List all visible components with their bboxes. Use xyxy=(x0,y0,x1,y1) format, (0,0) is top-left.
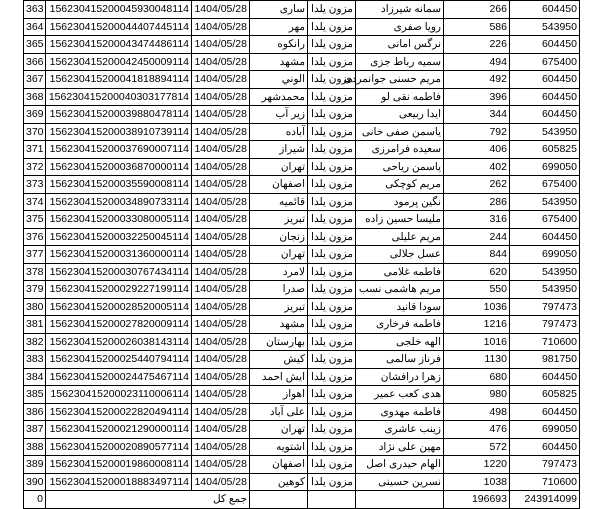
table-row xyxy=(24,403,580,421)
qty-cell: 1220 xyxy=(444,456,510,474)
total-empty-cell xyxy=(308,491,356,509)
order-date: 1404/05/28 xyxy=(192,106,250,124)
order-date: 1404/05/28 xyxy=(192,368,250,386)
city-cell: مشهد xyxy=(250,316,308,334)
amount-cell: 699050 xyxy=(510,246,580,264)
amount-cell: 699050 xyxy=(510,158,580,176)
city-cell: شیراز xyxy=(250,141,308,159)
row-index: 386 xyxy=(24,403,46,421)
city-cell: تهران xyxy=(250,421,308,439)
customer-name: ایدا ربیعی xyxy=(356,106,444,124)
shop-cell: مزون یلدا xyxy=(308,176,356,194)
amount-cell: 604450 xyxy=(510,88,580,106)
qty-cell: 980 xyxy=(444,386,510,404)
shop-cell: مزون یلدا xyxy=(308,228,356,246)
total-qty: 196693 xyxy=(444,491,510,509)
amount-cell: 604450 xyxy=(510,228,580,246)
city-cell: مهر xyxy=(250,18,308,36)
shop-cell: مزون یلدا xyxy=(308,298,356,316)
row-index: 368 xyxy=(24,88,46,106)
city-cell: لامرد xyxy=(250,263,308,281)
city-cell: اهواز xyxy=(250,386,308,404)
amount-cell: 604450 xyxy=(510,438,580,456)
row-index: 389 xyxy=(24,456,46,474)
qty-cell: 396 xyxy=(444,88,510,106)
order-date: 1404/05/28 xyxy=(192,298,250,316)
total-label: جمع کل xyxy=(46,491,250,509)
table-row xyxy=(24,71,580,89)
row-index: 363 xyxy=(24,1,46,19)
tracking-code: 156230415200033080005114 xyxy=(46,211,192,229)
amount-cell: 543950 xyxy=(510,263,580,281)
tracking-code: 156230415200044407445114 xyxy=(46,18,192,36)
qty-cell: 476 xyxy=(444,421,510,439)
shop-cell: مزون یلدا xyxy=(308,53,356,71)
city-cell: تهران xyxy=(250,246,308,264)
qty-cell: 402 xyxy=(444,158,510,176)
customer-name: سودا قانید xyxy=(356,298,444,316)
order-date: 1404/05/28 xyxy=(192,18,250,36)
row-index: 378 xyxy=(24,263,46,281)
table-row xyxy=(24,1,580,19)
customer-name: مریم عليلى xyxy=(356,228,444,246)
order-date: 1404/05/28 xyxy=(192,473,250,491)
amount-cell: 675400 xyxy=(510,53,580,71)
customer-name: مریم کوچکی xyxy=(356,176,444,194)
table-row xyxy=(24,193,580,211)
tracking-code: 156230415200041818894114 xyxy=(46,71,192,89)
customer-name: مهین علی نژاد xyxy=(356,438,444,456)
city-cell: زنجان xyxy=(250,228,308,246)
shop-cell: مزون یلدا xyxy=(308,438,356,456)
shop-cell: مزون یلدا xyxy=(308,211,356,229)
amount-cell: 797473 xyxy=(510,316,580,334)
customer-name: رویا صفری xyxy=(356,18,444,36)
city-cell: ساری xyxy=(250,1,308,19)
amount-cell: 543950 xyxy=(510,123,580,141)
table-row xyxy=(24,158,580,176)
qty-cell: 492 xyxy=(444,71,510,89)
row-index: 376 xyxy=(24,228,46,246)
customer-name: فاطمه نقی لو xyxy=(356,88,444,106)
shop-cell: مزون یلدا xyxy=(308,106,356,124)
table-row xyxy=(24,368,580,386)
row-index: 384 xyxy=(24,368,46,386)
customer-name: عسل جلالی xyxy=(356,246,444,264)
order-date: 1404/05/28 xyxy=(192,193,250,211)
row-index: 381 xyxy=(24,316,46,334)
city-cell: تبریز xyxy=(250,298,308,316)
shop-cell: مزون یلدا xyxy=(308,71,356,89)
shop-cell: مزون یلدا xyxy=(308,368,356,386)
qty-cell: 680 xyxy=(444,368,510,386)
total-amount: 243914099 xyxy=(510,491,580,509)
customer-name: سعیده فرامرزی xyxy=(356,141,444,159)
tracking-code: 156230415200019860008114 xyxy=(46,456,192,474)
customer-name: مریم هاشمی نسب xyxy=(356,281,444,299)
row-index: 383 xyxy=(24,351,46,369)
amount-cell: 604450 xyxy=(510,368,580,386)
tracking-code: 156230415200036870000114 xyxy=(46,158,192,176)
customer-name: هدی کعب عمیر xyxy=(356,386,444,404)
customer-name: نرگس امانی xyxy=(356,36,444,54)
row-index: 374 xyxy=(24,193,46,211)
order-date: 1404/05/28 xyxy=(192,141,250,159)
row-index: 375 xyxy=(24,211,46,229)
amount-cell: 675400 xyxy=(510,176,580,194)
qty-cell: 316 xyxy=(444,211,510,229)
table-row xyxy=(24,473,580,491)
city-cell: کوهین xyxy=(250,473,308,491)
customer-name: نسرین حسینی xyxy=(356,473,444,491)
table-row xyxy=(24,246,580,264)
qty-cell: 792 xyxy=(444,123,510,141)
customer-name: زهرا درافشان xyxy=(356,368,444,386)
table-row xyxy=(24,88,580,106)
tracking-code: 156230415200040303177814 xyxy=(46,88,192,106)
total-empty-cell xyxy=(250,491,308,509)
customer-name: الهام حیدری اصل xyxy=(356,456,444,474)
amount-cell: 675400 xyxy=(510,211,580,229)
shop-cell: مزون یلدا xyxy=(308,316,356,334)
row-index: 385 xyxy=(24,386,46,404)
row-index: 370 xyxy=(24,123,46,141)
row-index: 369 xyxy=(24,106,46,124)
table-row xyxy=(24,351,580,369)
customer-name: مریم حسنی جوانمردی xyxy=(356,71,444,89)
city-cell: مشهد xyxy=(250,53,308,71)
order-date: 1404/05/28 xyxy=(192,158,250,176)
table-row xyxy=(24,456,580,474)
tracking-code: 156230415200025440794114 xyxy=(46,351,192,369)
customer-name: ملیسا حسین زاده xyxy=(356,211,444,229)
shop-cell: مزون یلدا xyxy=(308,473,356,491)
row-index: 387 xyxy=(24,421,46,439)
amount-cell: 797473 xyxy=(510,456,580,474)
customer-name: فاطمه مهدوی xyxy=(356,403,444,421)
city-cell: اشتویه xyxy=(250,438,308,456)
orders-table xyxy=(23,0,580,509)
tracking-code: 156230415200029227199114 xyxy=(46,281,192,299)
table-row xyxy=(24,421,580,439)
order-date: 1404/05/28 xyxy=(192,316,250,334)
city-cell: کیش xyxy=(250,351,308,369)
city-cell: رانکوه xyxy=(250,36,308,54)
order-date: 1404/05/28 xyxy=(192,351,250,369)
shop-cell: مزون یلدا xyxy=(308,281,356,299)
tracking-code: 156230415200028520005114 xyxy=(46,298,192,316)
tracking-code: 156230415200018883497114 xyxy=(46,473,192,491)
shop-cell: مزون یلدا xyxy=(308,36,356,54)
table-row xyxy=(24,298,580,316)
city-cell: الوني xyxy=(250,71,308,89)
customer-name: سمیه رباط جزی xyxy=(356,53,444,71)
amount-cell: 710600 xyxy=(510,473,580,491)
order-date: 1404/05/28 xyxy=(192,438,250,456)
order-date: 1404/05/28 xyxy=(192,176,250,194)
row-index: 365 xyxy=(24,36,46,54)
table-row xyxy=(24,123,580,141)
order-date: 1404/05/28 xyxy=(192,53,250,71)
order-date: 1404/05/28 xyxy=(192,421,250,439)
qty-cell: 244 xyxy=(444,228,510,246)
row-index: 371 xyxy=(24,141,46,159)
customer-name: زینب عاشری xyxy=(356,421,444,439)
shop-cell: مزون یلدا xyxy=(308,351,356,369)
city-cell: صدرا xyxy=(250,281,308,299)
qty-cell: 1130 xyxy=(444,351,510,369)
total-empty-cell xyxy=(356,491,444,509)
amount-cell: 699050 xyxy=(510,421,580,439)
table-row xyxy=(24,263,580,281)
order-date: 1404/05/28 xyxy=(192,228,250,246)
table-row xyxy=(24,281,580,299)
order-date: 1404/05/28 xyxy=(192,386,250,404)
qty-cell: 262 xyxy=(444,176,510,194)
table-row xyxy=(24,386,580,404)
row-index: 382 xyxy=(24,333,46,351)
shop-cell: مزون یلدا xyxy=(308,333,356,351)
qty-cell: 844 xyxy=(444,246,510,264)
customer-name: یاسمن ریاحی xyxy=(356,158,444,176)
city-cell: اصفهان xyxy=(250,176,308,194)
row-index: 388 xyxy=(24,438,46,456)
amount-cell: 543950 xyxy=(510,281,580,299)
city-cell: محمدشهر xyxy=(250,88,308,106)
qty-cell: 586 xyxy=(444,18,510,36)
row-index: 373 xyxy=(24,176,46,194)
table-row xyxy=(24,106,580,124)
qty-cell: 1016 xyxy=(444,333,510,351)
order-date: 1404/05/28 xyxy=(192,123,250,141)
city-cell: بهارستان xyxy=(250,333,308,351)
table-row xyxy=(24,228,580,246)
qty-cell: 498 xyxy=(444,403,510,421)
shop-cell: مزون یلدا xyxy=(308,88,356,106)
amount-cell: 605825 xyxy=(510,141,580,159)
row-index: 372 xyxy=(24,158,46,176)
table-row xyxy=(24,18,580,36)
tracking-code: 156230415200023110006114 xyxy=(46,386,192,404)
tracking-code: 156230415200039880478114 xyxy=(46,106,192,124)
city-cell: تهران xyxy=(250,158,308,176)
table-row xyxy=(24,438,580,456)
order-date: 1404/05/28 xyxy=(192,71,250,89)
row-index: 380 xyxy=(24,298,46,316)
tracking-code: 156230415200020890577114 xyxy=(46,438,192,456)
order-date: 1404/05/28 xyxy=(192,281,250,299)
customer-name: یاسمن صفی خانی xyxy=(356,123,444,141)
table-row xyxy=(24,176,580,194)
qty-cell: 572 xyxy=(444,438,510,456)
shop-cell: مزون یلدا xyxy=(308,141,356,159)
tracking-code: 156230415200022820494114 xyxy=(46,403,192,421)
amount-cell: 710600 xyxy=(510,333,580,351)
amount-cell: 604450 xyxy=(510,403,580,421)
tracking-code: 156230415200042450009114 xyxy=(46,53,192,71)
city-cell: اصفهان xyxy=(250,456,308,474)
table-row xyxy=(24,316,580,334)
row-index: 364 xyxy=(24,18,46,36)
qty-cell: 1216 xyxy=(444,316,510,334)
amount-cell: 604450 xyxy=(510,71,580,89)
tracking-code: 156230415200024475467114 xyxy=(46,368,192,386)
customer-name: فرناز سالمی xyxy=(356,351,444,369)
qty-cell: 286 xyxy=(444,193,510,211)
shop-cell: مزون یلدا xyxy=(308,246,356,264)
amount-cell: 543950 xyxy=(510,193,580,211)
order-date: 1404/05/28 xyxy=(192,333,250,351)
table-row xyxy=(24,333,580,351)
table-row xyxy=(24,141,580,159)
qty-cell: 226 xyxy=(444,36,510,54)
total-index: 0 xyxy=(24,491,46,509)
tracking-code: 156230415200034890733114 xyxy=(46,193,192,211)
shop-cell: مزون یلدا xyxy=(308,456,356,474)
tracking-code: 156230415200032250045114 xyxy=(46,228,192,246)
order-date: 1404/05/28 xyxy=(192,36,250,54)
total-row xyxy=(24,491,580,509)
shop-cell: مزون یلدا xyxy=(308,158,356,176)
tracking-code: 156230415200030767434114 xyxy=(46,263,192,281)
city-cell: آباده xyxy=(250,123,308,141)
customer-name: فاطمه غلامی xyxy=(356,263,444,281)
order-date: 1404/05/28 xyxy=(192,246,250,264)
amount-cell: 604450 xyxy=(510,1,580,19)
shop-cell: مزون یلدا xyxy=(308,18,356,36)
tracking-code: 156230415200021290000114 xyxy=(46,421,192,439)
row-index: 366 xyxy=(24,53,46,71)
shop-cell: مزون یلدا xyxy=(308,263,356,281)
customer-name: الهه خلجی xyxy=(356,333,444,351)
table-row xyxy=(24,36,580,54)
tracking-code: 156230415200038910739114 xyxy=(46,123,192,141)
qty-cell: 494 xyxy=(444,53,510,71)
order-date: 1404/05/28 xyxy=(192,88,250,106)
tracking-code: 156230415200035590008114 xyxy=(46,176,192,194)
customer-name: نگین پرمود xyxy=(356,193,444,211)
order-date: 1404/05/28 xyxy=(192,263,250,281)
amount-cell: 543950 xyxy=(510,18,580,36)
tracking-code: 156230415200031360000114 xyxy=(46,246,192,264)
shop-cell: مزون یلدا xyxy=(308,421,356,439)
shop-cell: مزون یلدا xyxy=(308,193,356,211)
qty-cell: 344 xyxy=(444,106,510,124)
amount-cell: 797473 xyxy=(510,298,580,316)
tracking-code: 156230415200026038143114 xyxy=(46,333,192,351)
city-cell: علی آباد xyxy=(250,403,308,421)
table-row xyxy=(24,53,580,71)
qty-cell: 620 xyxy=(444,263,510,281)
tracking-code: 156230415200045930048114 xyxy=(46,1,192,19)
qty-cell: 266 xyxy=(444,1,510,19)
table-row xyxy=(24,211,580,229)
order-date: 1404/05/28 xyxy=(192,403,250,421)
tracking-code: 156230415200027820009114 xyxy=(46,316,192,334)
amount-cell: 981750 xyxy=(510,351,580,369)
order-date: 1404/05/28 xyxy=(192,1,250,19)
row-index: 367 xyxy=(24,71,46,89)
tracking-code: 156230415200037690007114 xyxy=(46,141,192,159)
tracking-code: 156230415200043474486114 xyxy=(46,36,192,54)
row-index: 390 xyxy=(24,473,46,491)
qty-cell: 550 xyxy=(444,281,510,299)
customer-name: فاطمه فرخاری xyxy=(356,316,444,334)
city-cell: ایش احمد xyxy=(250,368,308,386)
order-date: 1404/05/28 xyxy=(192,456,250,474)
row-index: 379 xyxy=(24,281,46,299)
amount-cell: 604450 xyxy=(510,36,580,54)
customer-name: سمانه شیرزاد xyxy=(356,1,444,19)
qty-cell: 1038 xyxy=(444,473,510,491)
amount-cell: 604450 xyxy=(510,106,580,124)
qty-cell: 406 xyxy=(444,141,510,159)
shop-cell: مزون یلدا xyxy=(308,1,356,19)
amount-cell: 605825 xyxy=(510,386,580,404)
qty-cell: 1036 xyxy=(444,298,510,316)
order-date: 1404/05/28 xyxy=(192,211,250,229)
row-index: 377 xyxy=(24,246,46,264)
shop-cell: مزون یلدا xyxy=(308,403,356,421)
city-cell: زیر آب xyxy=(250,106,308,124)
city-cell: تبریز xyxy=(250,211,308,229)
shop-cell: مزون یلدا xyxy=(308,386,356,404)
shop-cell: مزون یلدا xyxy=(308,123,356,141)
city-cell: قائمیه xyxy=(250,193,308,211)
